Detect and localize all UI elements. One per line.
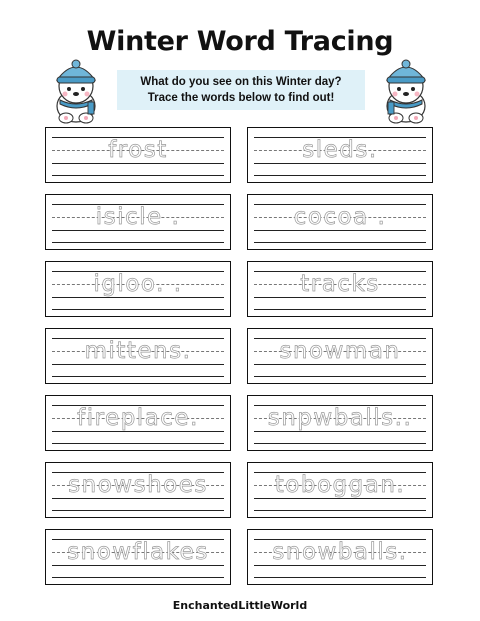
instructions-line-2: Trace the words below to find out! [147,92,335,104]
tracing-box [45,462,231,518]
tracing-word: snowshoes [68,472,208,498]
tracing-word: isicle . [95,204,181,230]
tracing-box [247,328,433,384]
polar-bear-icon [378,58,434,124]
tracing-word: snowflakes [67,539,209,565]
tracing-box [45,328,231,384]
tracing-word: tracks [300,271,380,297]
tracing-word: snpwballs.. [267,405,413,431]
tracing-box [247,529,433,585]
tracing-word: frost [108,137,168,163]
tracing-word: fireplace. [77,405,199,431]
tracing-box [247,395,433,451]
tracing-box [45,194,231,250]
tracing-box [45,395,231,451]
tracing-box [247,261,433,317]
tracing-word: mittens. [84,338,192,364]
tracing-word: snowballs. [272,539,408,565]
tracing-box [45,529,231,585]
instructions-box [117,70,365,110]
page-title: Winter Word Tracing [86,26,394,57]
tracing-word: cocoa . [293,204,387,230]
tracing-word: toboggan. [274,472,406,498]
tracing-box [45,127,231,183]
instructions-line-1: What do you see on this Winter day? [140,76,342,88]
tracing-box [247,462,433,518]
tracing-box [45,261,231,317]
tracing-box [247,194,433,250]
tracing-word: igloo. . [93,271,183,297]
tracing-box [247,127,433,183]
polar-bear-icon [48,58,104,124]
footer-brand: EnchantedLittleWorld [172,599,308,612]
tracing-word: sleds. [302,137,378,163]
tracing-word: snowman [279,338,401,364]
